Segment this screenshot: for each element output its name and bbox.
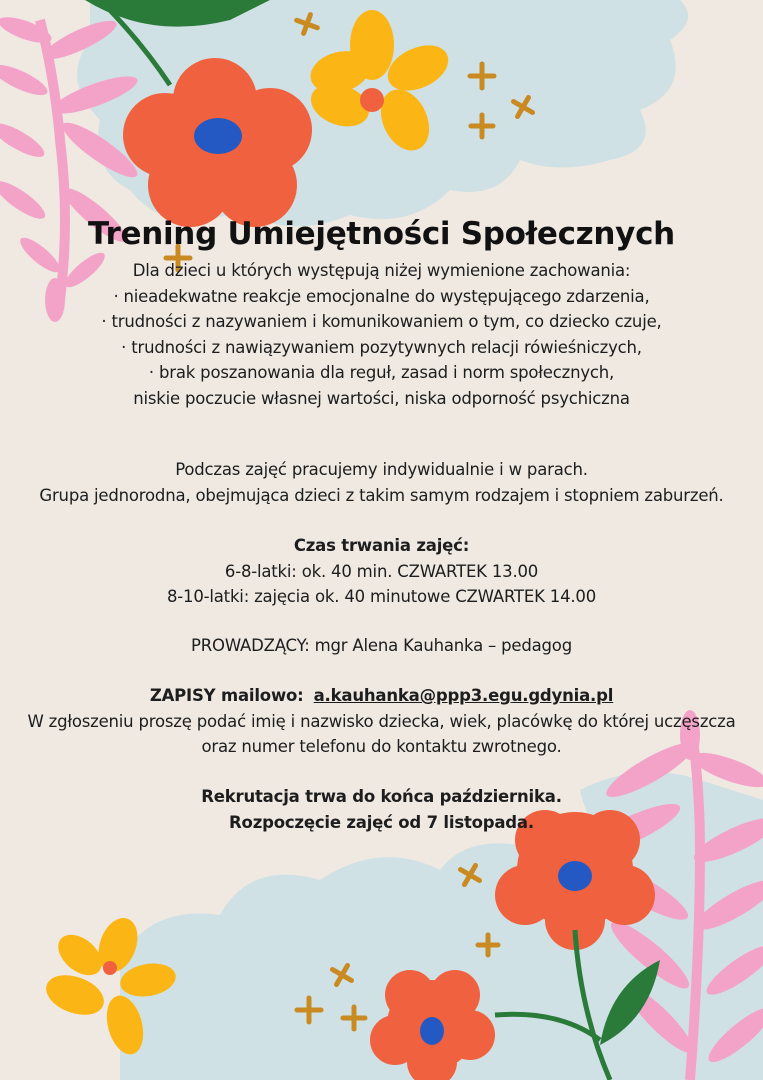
duration-section bbox=[0, 533, 763, 610]
work-mode-text: Podczas zajęć pracujemy indywidualnie i w parach. bbox=[175, 460, 588, 479]
behavior-item: · trudności z nawiązywaniem pozytywnych relacji rówieśniczych, bbox=[121, 337, 642, 357]
duration-line: 6-8-latki: ok. 40 min. CZWARTEK 13.00 bbox=[224, 561, 539, 581]
behavior-item: · nieadekwatne reakcje emocjonalne do występującego zdarzenia, bbox=[113, 286, 650, 306]
signup-label: ZAPISY mailowo: bbox=[149, 686, 304, 705]
signup-section bbox=[0, 683, 763, 760]
instructor-text: PROWADZĄCY: mgr Alena Kauhanka – pedagog bbox=[191, 636, 572, 655]
intro-section bbox=[0, 258, 763, 411]
signup-email-link[interactable]: a.kauhanka@ppp3.egu.gdynia.pl bbox=[313, 686, 614, 705]
signup-line bbox=[0, 683, 763, 709]
recruitment-section bbox=[0, 784, 763, 835]
intro-text: Dla dzieci u których występują niżej wymienione zachowania: bbox=[132, 261, 631, 280]
signup-info: oraz numer telefonu do kontaktu zwrotnego. bbox=[201, 737, 562, 756]
duration-line: 8-10-latki: zajęcia ok. 40 minutowe CZWARTEK 14.00 bbox=[166, 587, 597, 606]
recruitment-text: Rekrutacja trwa do końca października. bbox=[201, 787, 562, 806]
group-text: Grupa jednorodna, obejmująca dzieci z takim samym rodzajem i stopniem zaburzeń. bbox=[39, 485, 724, 505]
page-title: Trening Umiejętności Społecznych bbox=[88, 216, 675, 252]
behavior-item: · trudności z nazywaniem i komunikowaniem o tym, co dziecko czuje, bbox=[101, 312, 662, 331]
behavior-item: · brak poszanowania dla reguł, zasad i norm społecznych, bbox=[148, 363, 615, 382]
work-mode-section bbox=[0, 457, 763, 508]
instructor-section bbox=[0, 633, 763, 659]
duration-heading: Czas trwania zajęć: bbox=[293, 536, 470, 555]
signup-info: W zgłoszeniu proszę podać imię i nazwisko dziecka, wiek, placówkę do której uczęszcza bbox=[27, 711, 736, 731]
behavior-item: niskie poczucie własnej wartości, niska odporność psychiczna bbox=[133, 388, 630, 408]
start-text: Rozpoczęcie zajęć od 7 listopada. bbox=[229, 812, 534, 832]
